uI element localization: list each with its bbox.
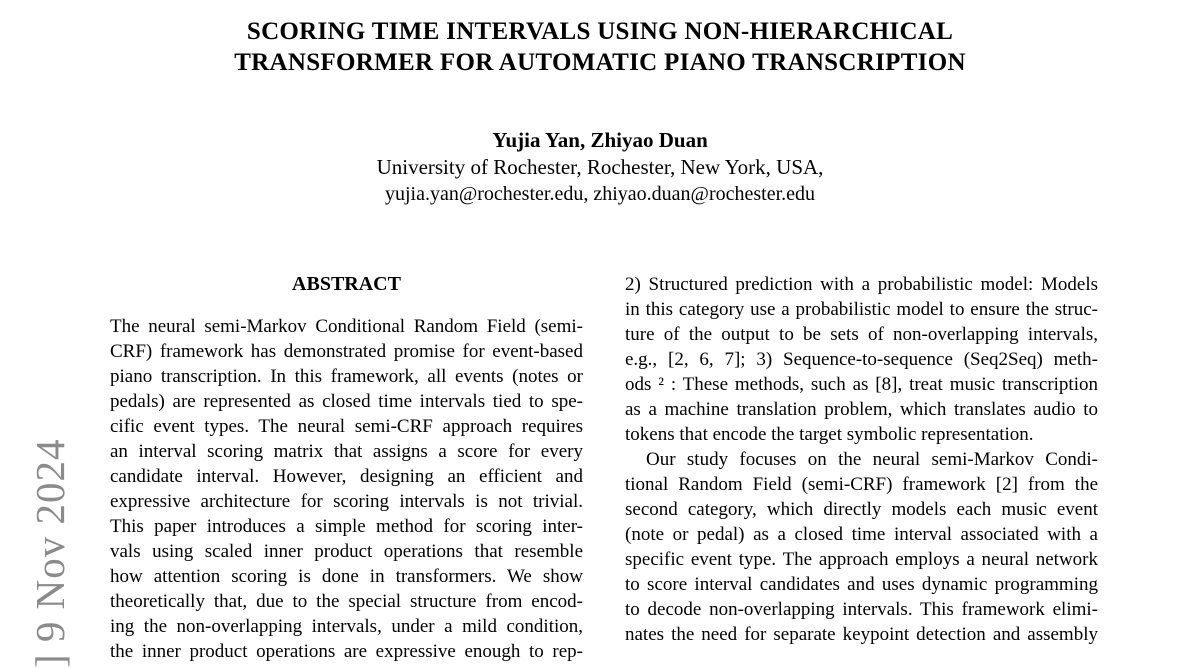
abstract-line: vals using scaled inner product operations that resemble [110, 541, 583, 562]
body-line: e.g., [2, 6, 7]; 3) Sequence-to-sequence (Seq2Seq) meth- [625, 349, 1098, 370]
abstract-line: piano transcription. In this framework, all events (notes or [110, 366, 583, 387]
abstract-line: cific event types. The neural semi-CRF approach requires [110, 416, 583, 437]
body-line: in this category use a probabilistic model to ensure the struc- [625, 299, 1098, 320]
body-line: Our study focuses on the neural semi-Markov Condi- [646, 449, 1098, 470]
abstract-line: an interval scoring matrix that assigns a score for every [110, 441, 583, 462]
author-emails: yujia.yan@rochester.edu, zhiyao.duan@rochester.edu [384, 183, 816, 205]
left-column [110, 272, 583, 664]
abstract-heading: ABSTRACT [292, 273, 401, 295]
body-line: (note or pedal) as a closed time interval associated with a [625, 524, 1098, 545]
abstract-line: This paper introduces a simple method for scoring inter- [110, 516, 583, 537]
abstract-line: candidate interval. However, designing an efficient and [110, 466, 583, 487]
abstract-line: CRF) framework has demonstrated promise for event-based [110, 341, 583, 362]
abstract-line: the inner product operations are expressive enough to rep- [110, 641, 583, 662]
body-line: second category, which directly models each music event [625, 499, 1098, 520]
paper-title [0, 16, 1200, 78]
paper-title-line-2: TRANSFORMER FOR AUTOMATIC PIANO TRANSCRIPTION [234, 49, 966, 76]
abstract-line: theoretically that, due to the special structure from encod- [110, 591, 583, 612]
body-line: specific event type. The approach employs a neural network [625, 549, 1098, 570]
body-line: tional Random Field (semi-CRF) framework [2] from the [625, 474, 1098, 495]
abstract-line: The neural semi-Markov Conditional Random Field (semi- [110, 316, 583, 337]
paper-title-line-1: SCORING TIME INTERVALS USING NON-HIERARCHICAL [246, 18, 954, 45]
body-line: to score interval candidates and uses dynamic programming [625, 574, 1098, 595]
body-line: tokens that encode the target symbolic representation. [625, 424, 1034, 445]
right-column [625, 272, 1098, 664]
body-line: nates the need for separate keypoint detection and assembly [625, 624, 1098, 645]
body-line: to decode non-overlapping intervals. This framework elimi- [625, 599, 1098, 620]
arxiv-date-stamp: ] 9 Nov 2024 [27, 438, 73, 668]
body-line: as a machine translation problem, which translates audio to [625, 399, 1098, 420]
body-line: 2) Structured prediction with a probabilistic model: Models [625, 274, 1098, 295]
abstract-line: expressive architecture for scoring intervals is not trivial. [110, 491, 583, 512]
abstract-line: pedals) are represented as closed time intervals tied to spe- [110, 391, 583, 412]
author-names: Yujia Yan, Zhiyao Duan [492, 128, 708, 152]
abstract-line: how attention scoring is done in transformers. We show [110, 566, 583, 587]
author-affiliation: University of Rochester, Rochester, New York, USA, [376, 155, 824, 179]
body-line: ods ² : These methods, such as [8], treat music transcription [625, 374, 1098, 395]
body-line: ture of the output to be sets of non-overlapping intervals, [625, 324, 1098, 345]
abstract-line: ing the non-overlapping intervals, under a mild condition, [110, 616, 583, 637]
two-column-body [110, 272, 1098, 664]
author-block [0, 126, 1200, 208]
